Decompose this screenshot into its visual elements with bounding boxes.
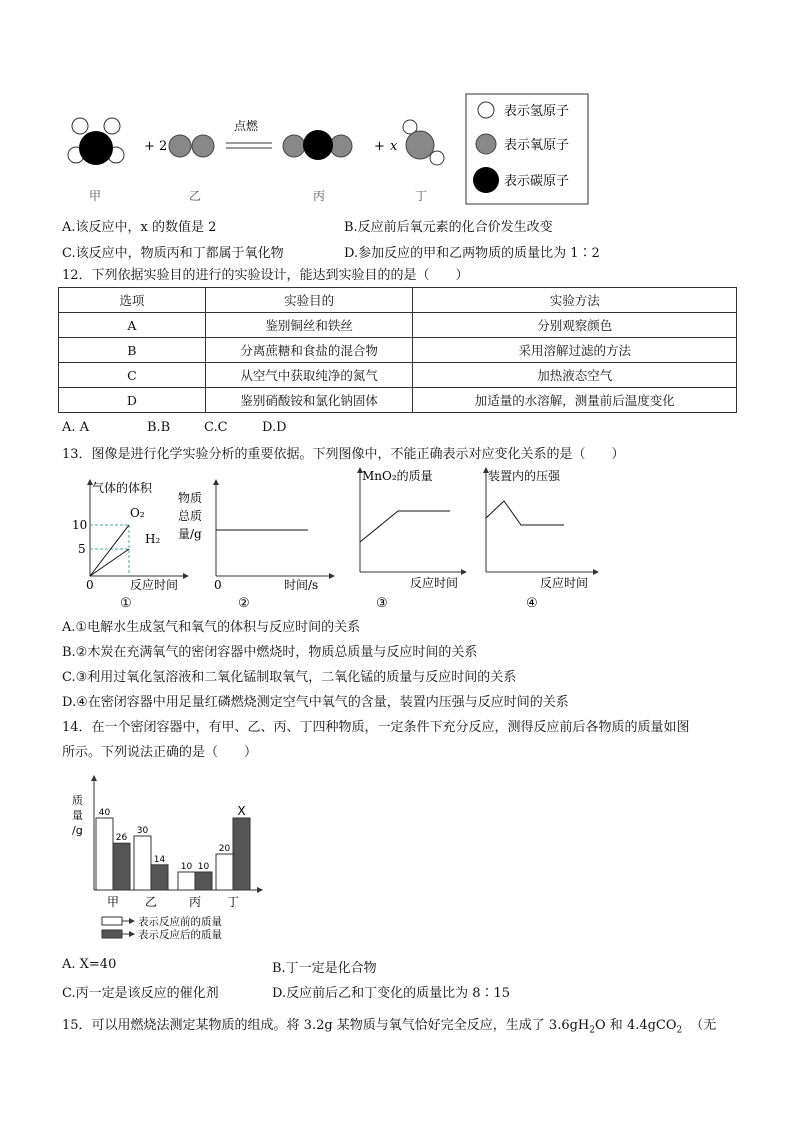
table-cell: D xyxy=(59,388,206,413)
table-cell: A xyxy=(59,313,206,338)
q14-stem-2: 所示。下列说法正确的是（ ） xyxy=(62,745,258,760)
q11-option-c: C.该反应中，物质丙和丁都属于氧化物 xyxy=(62,246,284,261)
graph3-number: ③ xyxy=(376,596,388,611)
category-label-2: 乙 xyxy=(144,895,158,909)
table-row xyxy=(59,313,737,338)
bar-after-1 xyxy=(113,843,130,890)
experiment-table xyxy=(58,287,737,413)
graph2-origin: 0 xyxy=(214,578,222,592)
label-yi: 乙 xyxy=(189,189,202,203)
graph-1 xyxy=(72,480,188,611)
graph1-ylabel: 气体的体积 xyxy=(92,481,153,495)
bar-label-before-1: 40 xyxy=(98,808,111,818)
molecule-yi xyxy=(169,135,214,157)
bar-before-2 xyxy=(134,836,151,890)
q12-stem: 12．下列依据实验目的进行的实验设计，能达到实验目的的是（ ） xyxy=(62,268,469,283)
graph3-ylabel: MnO₂的质量 xyxy=(362,469,433,483)
reaction-plus-2: + xyxy=(374,139,385,154)
reaction-plus-1: + 2 xyxy=(144,139,168,154)
category-label-1: 甲 xyxy=(106,895,120,909)
graph4-ylabel: 装置内的压强 xyxy=(488,469,561,483)
q12-answer-c: C.C xyxy=(204,420,228,435)
q12-answer-a: A. A xyxy=(62,420,90,435)
legend-before: 表示反应前的质量 xyxy=(138,916,222,928)
table-cell: 分别观察颜色 xyxy=(413,313,737,338)
graph1-number: ① xyxy=(120,596,132,611)
bar-label-before-2: 30 xyxy=(136,826,149,836)
q14-option-c: C.丙一定是该反应的催化剂 xyxy=(62,986,219,1001)
q14-stem-1: 14．在一个密闭容器中，有甲、乙、丙、丁四种物质，一定条件下充分反应，测得反应前后各物质的质量如图 xyxy=(62,720,690,735)
graph4-xlabel: 反应时间 xyxy=(540,576,589,590)
q11-option-b: B.反应前后氧元素的化合价发生改变 xyxy=(344,220,553,235)
legend-after: 表示反应后的质量 xyxy=(138,929,222,941)
table-cell: 从空气中获取纯净的氮气 xyxy=(205,363,413,388)
mass-bar-chart xyxy=(66,764,276,950)
q15-stem-b: O 和 4.4gCO xyxy=(595,1018,677,1033)
table-cell: 采用溶解过滤的方法 xyxy=(413,338,737,363)
q12-answer-d: D.D xyxy=(262,420,287,435)
graph1-y10: 10 xyxy=(72,518,88,532)
bar-after-3 xyxy=(195,872,212,890)
legend-carbon: 表示碳原子 xyxy=(504,174,570,189)
atom-legend xyxy=(466,94,588,204)
chart-ylabel-1: 质 xyxy=(72,794,83,807)
reaction-condition: 点燃 xyxy=(234,119,259,133)
q14-option-a: A. X=40 xyxy=(62,957,117,972)
q13-graphs xyxy=(66,466,606,611)
q11-option-a: A.该反应中，x 的数值是 2 xyxy=(62,220,217,235)
reaction-x-coefficient: x xyxy=(390,139,398,154)
chart-ylabel-3: /g xyxy=(72,824,83,837)
legend-oxygen: 表示氧原子 xyxy=(504,138,570,153)
graph1-xlabel: 反应时间 xyxy=(130,578,179,592)
chart-ylabel-2: 量 xyxy=(72,809,83,822)
q15-sub-2: 2 xyxy=(676,1025,683,1036)
bar-after-4 xyxy=(233,818,250,890)
q13-stem: 13．图像是进行化学实验分析的重要依据。下列图像中，不能正确表示对应变化关系的是（ ） xyxy=(62,447,625,462)
graph2-ylabel-1: 物质 xyxy=(178,491,203,505)
q15-stem xyxy=(62,1014,716,1036)
graph1-y5: 5 xyxy=(78,542,86,556)
graph1-origin: 0 xyxy=(86,578,94,592)
q13-option-c: C.③利用过氧化氢溶液和二氧化锰制取氧气，二氧化锰的质量与反应时间的关系 xyxy=(62,670,517,685)
label-ding: 丁 xyxy=(415,189,428,203)
o2-line xyxy=(90,525,129,576)
table-header: 选项 xyxy=(59,288,206,313)
molecule-bing xyxy=(283,130,352,160)
bar-label-after-2: 14 xyxy=(153,854,166,865)
graph-3 xyxy=(360,468,466,611)
bar-before-1 xyxy=(96,818,113,890)
q14-option-b: B.丁一定是化合物 xyxy=(272,961,377,976)
graph-4 xyxy=(486,468,598,611)
graph1-o2: O₂ xyxy=(130,506,145,520)
table-cell: 分离蔗糖和食盐的混合物 xyxy=(205,338,413,363)
q13-option-d: D.④在密闭容器中用足量红磷燃烧测定空气中氧气的含量，装置内压强与反应时间的关系 xyxy=(62,695,569,710)
bar-label-after-3: 10 xyxy=(197,862,210,872)
bar-label-before-4: 20 xyxy=(218,844,231,854)
bar-before-4 xyxy=(216,854,233,890)
label-bing: 丙 xyxy=(313,189,326,203)
graph-2 xyxy=(178,480,334,611)
q11-option-d: D.参加反应的甲和乙两物质的质量比为 1∶2 xyxy=(344,246,600,261)
bar-before-3 xyxy=(178,872,195,890)
reaction-diagram xyxy=(58,88,598,208)
table-row xyxy=(59,338,737,363)
mno2-mass-line xyxy=(360,511,450,542)
table-cell: 鉴别铜丝和铁丝 xyxy=(205,313,413,338)
q15-stem-c: （无 xyxy=(690,1018,717,1033)
table-row xyxy=(59,388,737,413)
bar-after-2 xyxy=(151,865,168,890)
table-row xyxy=(59,363,737,388)
bar-label-before-3: 10 xyxy=(180,862,193,872)
table-cell: B xyxy=(59,338,206,363)
category-label-3: 丙 xyxy=(188,895,202,909)
graph2-ylabel-2: 总质 xyxy=(178,509,203,523)
table-cell: 加适量的水溶解，测量前后温度变化 xyxy=(413,388,737,413)
q14-option-d: D.反应前后乙和丁变化的质量比为 8∶15 xyxy=(272,986,511,1001)
h2-line xyxy=(90,549,129,576)
table-header: 实验方法 xyxy=(413,288,737,313)
category-label-4: 丁 xyxy=(226,895,240,909)
q15-stem-a: 15．可以用燃烧法测定某物质的组成。将 3.2g 某物质与氧气恰好完全反应，生成了 3.6gH xyxy=(62,1018,590,1033)
molecule-jia xyxy=(68,118,124,165)
bar-label-after-4: X xyxy=(237,804,246,818)
q13-option-a: A.①电解水生成氢气和氧气的体积与反应时间的关系 xyxy=(62,620,361,635)
bar-label-after-1: 26 xyxy=(115,833,128,844)
table-cell: 加热液态空气 xyxy=(413,363,737,388)
graph2-ylabel-3: 量/g xyxy=(178,527,202,541)
legend-hydrogen: 表示氢原子 xyxy=(504,104,570,119)
graph1-h2: H₂ xyxy=(145,532,161,546)
pressure-line xyxy=(486,501,564,525)
graph2-number: ② xyxy=(238,596,250,611)
molecule-ding xyxy=(403,120,444,165)
label-jia: 甲 xyxy=(89,189,102,203)
q12-answer-b: B.B xyxy=(147,420,171,435)
table-cell: C xyxy=(59,363,206,388)
q13-option-b: B.②木炭在充满氧气的密闭容器中燃烧时，物质总质量与反应时间的关系 xyxy=(62,645,478,660)
table-cell: 鉴别硝酸铵和氯化钠固体 xyxy=(205,388,413,413)
q15-sub-1: 2 xyxy=(589,1025,596,1036)
table-header-row xyxy=(59,288,737,313)
graph4-number: ④ xyxy=(526,596,538,611)
table-header: 实验目的 xyxy=(205,288,413,313)
graph2-xlabel: 时间/s xyxy=(284,578,319,592)
graph3-xlabel: 反应时间 xyxy=(410,576,459,590)
